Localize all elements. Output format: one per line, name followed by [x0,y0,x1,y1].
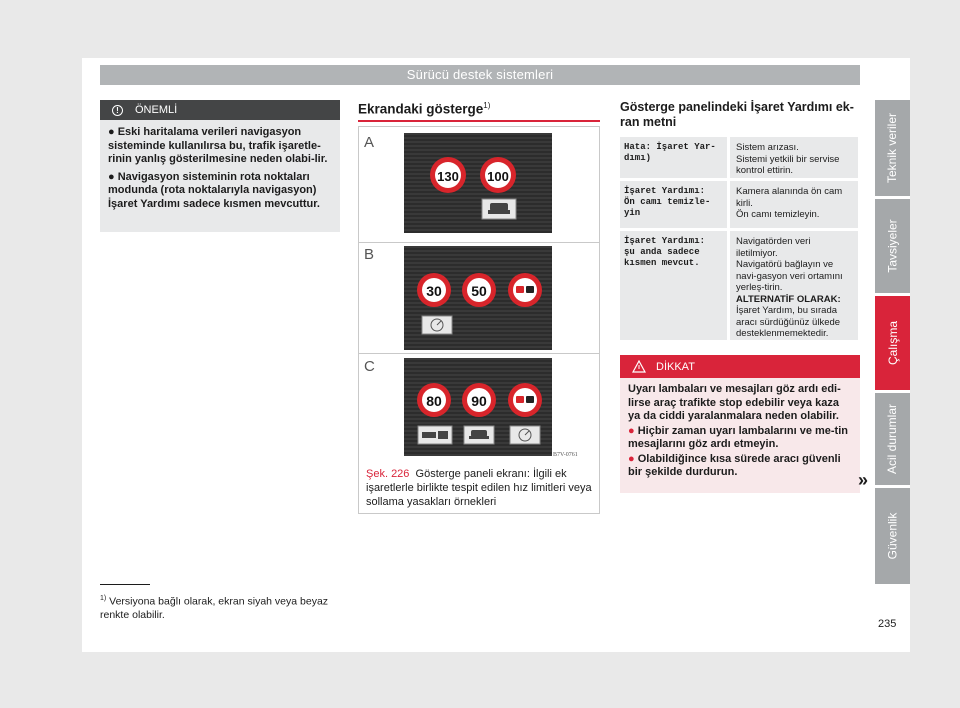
caution-item: ● Olabildiğince kısa sürede aracı güvenli bir şekilde durdurun. [628,452,841,478]
speed-signs-c [404,358,552,456]
svg-text:30: 30 [426,283,442,299]
speed-sign [462,383,496,417]
tab-label: Acil durumlar [885,403,900,475]
message-code: İşaret Yardımı: Ön camı temizle-yin [620,181,730,228]
speed-signs-b [404,246,552,350]
svg-text:80: 80 [426,393,442,409]
title-rule [358,120,600,122]
info-icon: ! [112,105,123,116]
alternative-label: ALTERNATİF OLARAK: [736,293,841,305]
messages-title: Gösterge panelindeki İşaret Yardımı ek-ran metni [620,100,854,129]
caution-label: DİKKAT [656,360,695,373]
figure-code: B7V-0761 [553,452,578,458]
trailer-plate-icon [418,426,452,444]
display-screen-b [404,246,552,350]
wet-road-plate-icon [482,199,516,219]
speed-sign [480,157,516,193]
bullet-icon: ● [108,170,118,183]
bullet-icon: ● [108,126,118,138]
important-item: ● Eski haritalama verileri navigasyon sisteminde kullanılırsa bu, trafik işaretle-rinin yanlış gösterilmesine neden olabi-lir. [108,126,328,165]
caution-header [620,355,860,378]
warning-triangle-icon [632,360,646,373]
panel-divider [358,242,600,243]
display-screen-a [404,133,552,233]
tab-label: Güvenlik [885,512,900,560]
svg-text:50: 50 [471,283,487,299]
navigation-icon [510,426,540,444]
display-section-title: Ekrandaki gösterge$^{1)}$ [358,101,491,117]
svg-text:90: 90 [471,393,487,409]
message-description: Navigatörden veri iletilmiyor. Navigatörü bağlayın ve navi-gasyon veri ortamını yerleş-tirin. ALTERNATİF OLARAK: İşaret Yardım, bu sırada aracı sürdüğünüz ülkede desteklenmemektedir. [736,236,843,339]
bullet-icon: ● [628,424,638,437]
no-overtaking-icon [508,383,542,417]
bullet-icon: ● [628,452,638,465]
tab-guvenlik[interactable] [875,488,910,584]
speed-signs-a [404,133,552,233]
caution-intro: Uyarı lambaları ve mesajları göz ardı edi-lirse araç trafikte stop edebilir veya kaza ya da ciddi yaralanmalara neden olabilir. [628,383,841,422]
tab-label: Teknik veriler [885,112,900,184]
caution-body [620,378,860,486]
alternative-text: İşaret Yardım, bu sırada aracı sürdüğünüz ülkede desteklenmemektedir. [736,305,841,339]
important-note [100,100,340,232]
important-label: ÖNEMLİ [135,104,178,116]
footnote-divider [100,584,150,585]
important-item: ● Navigasyon sisteminin rota noktaları modunda (rota noktalarıyla navigasyon) İşaret Yardımı sadece kısmen mevcuttur. [108,170,320,210]
footnote: $^{1)}$ Versiyona bağlı olarak, ekran siyah veya beyaz renkte olabilir. [100,595,329,621]
message-code: İşaret Yardımı: şu anda sadece kısmen mevcut. [620,231,730,340]
message-code: Hata: İşaret Yar-dımı) [620,137,730,178]
message-description: Kamera alanında ön cam kirli. Ön camı temizleyin. [736,186,843,220]
wet-road-plate-icon [464,426,494,444]
tab-calisma[interactable] [875,296,910,390]
panel-letter-c: C [364,358,375,375]
speed-value: 100 [487,169,509,184]
panel-divider [358,353,600,354]
panel-letter-b: B [364,246,375,263]
speed-sign [417,383,451,417]
speed-sign [417,273,451,307]
display-screen-c [404,358,552,456]
panel-letter-a: A [364,134,375,151]
tab-acil-durumlar[interactable] [875,393,910,485]
no-overtaking-icon [508,273,542,307]
figure-caption: Şek. 226 Gösterge paneli ekranı: İlgili ek işaretlerle birlikte tespit edilen hız limitleri veya sollama yasakları örnekleri [366,468,592,508]
page-header: Sürücü destek sistemleri [100,65,860,85]
speed-value: 130 [437,169,459,184]
table-row [620,137,858,181]
speed-sign [430,157,466,193]
important-body [100,120,340,221]
table-row [620,231,858,343]
tab-label: Çalışma [885,320,900,366]
table-row [620,181,858,231]
continue-mark: » [858,470,869,490]
messages-table [620,137,858,343]
speed-sign [462,273,496,307]
message-description: Sistem arızası. Sistemi yetkili bir servise kontrol ettirin. [736,142,840,176]
tab-tavsiyeler[interactable] [875,199,910,293]
tab-teknik-veriler[interactable] [875,100,910,196]
tab-label: Tavsiyeler [885,219,900,273]
page-number: 235 [878,618,897,630]
navigation-icon [422,316,452,334]
caution-note [620,355,860,493]
important-header [100,100,340,120]
caution-item: ● Hiçbir zaman uyarı lambalarını ve me-tin mesajlarını göz ardı etmeyin. [628,424,848,450]
